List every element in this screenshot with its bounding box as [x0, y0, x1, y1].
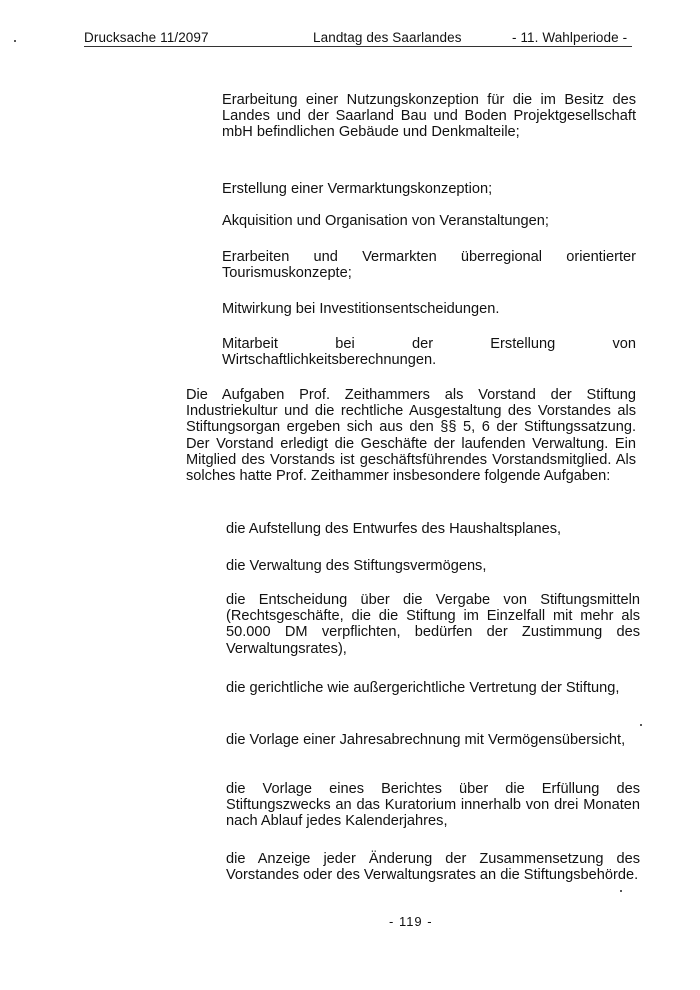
page-number: - 119 - [389, 914, 433, 929]
list-item: die Anzeige jeder Änderung der Zusammensetzung des Vorstandes oder des Verwaltungsrates an die Stiftungsbehörde. [226, 851, 640, 884]
list-item: die gerichtliche wie außergerichtliche Vertretung der Stiftung, [226, 680, 620, 696]
list-item: Erstellung einer Vermarktungskonzeption; [222, 181, 493, 197]
list-item: die Entscheidung über die Vergabe von Stiftungsmitteln (Rechtsgeschäfte, die die Stiftung im Einzelfall mit mehr als 50.000 DM verpflichten, bedürfen der Zustimmung des Verwaltungsrates), [226, 592, 640, 657]
header-rule [84, 46, 632, 47]
list-item: Erarbeiten und Vermarkten überregional orientierter Tourismuskonzepte; [222, 249, 636, 282]
scan-speck [620, 890, 622, 892]
body-paragraph: Die Aufgaben Prof. Zeithammers als Vorstand der Stiftung Industriekultur und die rechtliche Ausgestaltung des Vorstandes als Stiftungsorgan ergeben sich aus den §§ 5, 6 der Stiftungssatzung. Der Vorstand erledigt die Geschäfte der laufenden Verwaltung. Ein Mitglied des Vorstands ist geschäftsführendes Vorstandsmitglied. Als solches hatte Prof. Zeithammer insbesondere folgende Aufgaben: [186, 387, 636, 485]
scan-speck [640, 724, 642, 726]
list-item: die Verwaltung des Stiftungsvermögens, [226, 558, 487, 574]
list-item: Akquisition und Organisation von Veranstaltungen; [222, 213, 549, 229]
list-item: die Vorlage eines Berichtes über die Erfüllung des Stiftungszwecks an das Kuratorium innerhalb von drei Monaten nach Ablauf jedes Kalenderjahres, [226, 781, 640, 830]
list-item: Mitwirkung bei Investitionsentscheidungen. [222, 301, 500, 317]
list-item: die Aufstellung des Entwurfes des Haushaltsplanes, [226, 521, 562, 537]
header-parliament: Landtag des Saarlandes [313, 30, 462, 45]
header-document-number: Drucksache 11/2097 [84, 30, 209, 45]
list-item: Mitarbeit bei der Erstellung von Wirtschaftlichkeitsberechnungen. [222, 336, 636, 369]
scan-speck [14, 40, 16, 42]
list-item: die Vorlage einer Jahresabrechnung mit Vermögensübersicht, [226, 732, 626, 748]
list-item: Erarbeitung einer Nutzungskonzeption für die im Besitz des Landes und der Saarland Bau und Boden Projektgesellschaft mbH befindlichen Gebäude und Denkmalteile; [222, 92, 636, 141]
header-period: - 11. Wahlperiode - [512, 30, 628, 45]
